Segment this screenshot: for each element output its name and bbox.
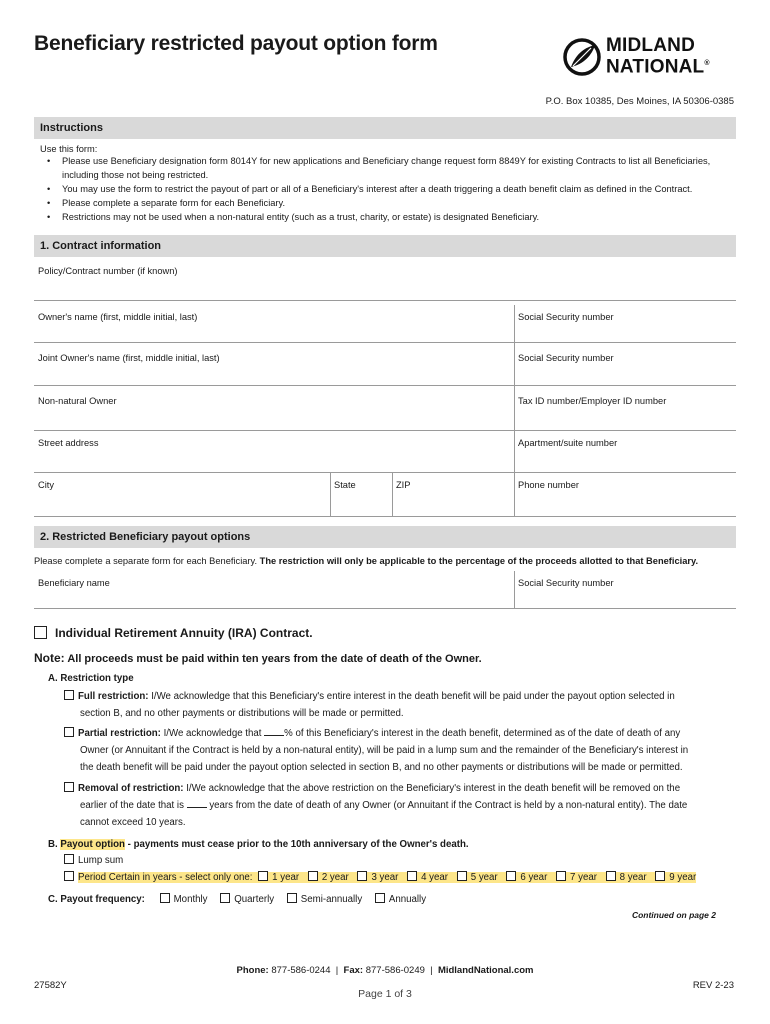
restriction-type-heading: A. Restriction type — [48, 673, 134, 684]
state-field[interactable] — [330, 473, 392, 517]
contact-footer — [0, 965, 770, 976]
instruction-item: • You may use the form to restrict the payout of part or all of a Beneficiary's interest after a death triggering a death benefit claim as defined in the Contract. — [40, 182, 730, 196]
period-certain-label: Period Certain in years - select only one: — [78, 872, 253, 883]
ira-label: Individual Retirement Annuity (IRA) Contract. — [55, 626, 313, 640]
monthly-checkbox[interactable] — [160, 893, 170, 903]
street-address-field[interactable] — [34, 431, 514, 473]
apartment-field[interactable] — [514, 431, 736, 473]
monthly-label: Monthly — [173, 894, 208, 905]
phone-field[interactable] — [514, 473, 736, 517]
page-number: Page 1 of 3 — [358, 988, 412, 1000]
joint-owner-name-label: Joint Owner's name (first, middle initial, last) — [38, 353, 220, 363]
column-divider — [330, 473, 331, 517]
semi-annually-checkbox[interactable] — [287, 893, 297, 903]
non-natural-owner-label: Non-natural Owner — [38, 396, 117, 406]
removal-restriction-text-cont-3: cannot exceed 10 years. — [80, 817, 186, 828]
beneficiary-name-field[interactable] — [34, 571, 514, 609]
form-title: Beneficiary restricted payout option form — [34, 32, 438, 55]
form-number: 27582Y — [34, 980, 67, 991]
period-certain-checkbox[interactable] — [64, 871, 74, 881]
beneficiary-ssn-label: Social Security number — [518, 578, 614, 588]
tax-id-label: Tax ID number/Employer ID number — [518, 396, 667, 406]
year-2-label: 2 year — [321, 872, 349, 883]
separator: | — [424, 965, 438, 976]
website-link[interactable]: MidlandNational.com — [437, 965, 534, 976]
column-divider — [514, 305, 515, 517]
percentage-blank[interactable] — [264, 727, 284, 736]
full-restriction-option — [64, 688, 736, 722]
year-5-label: 5 year — [470, 872, 498, 883]
year-6-checkbox[interactable] — [506, 871, 516, 881]
continued-note: Continued on page 2 — [631, 910, 716, 920]
partial-restriction-text-cont: Owner (or Annuitant if the Contract is held by a non-natural entity), will be paid in a lump sum and the remainder of the Beneficiary's interest in — [80, 745, 689, 756]
section-2-intro-bold: The restriction will only be applicable to the percentage of the proceeds allotted to that Beneficiary. — [259, 556, 699, 566]
partial-restriction-text: I/We acknowledge that — [160, 728, 265, 739]
city-label: City — [38, 480, 55, 490]
semi-annually-label: Semi-annually — [300, 894, 363, 905]
owner-ssn-field[interactable] — [514, 305, 736, 343]
full-restriction-text: I/We acknowledge that this Beneficiary's entire interest in the death benefit will be paid under the payout option selected in — [148, 691, 675, 702]
instruction-item: • Please use Beneficiary designation form 8014Y for new applications and Beneficiary change request form 8849Y for existing Contracts to list all Beneficiaries, including those not being restricted. — [40, 154, 730, 182]
state-label: State — [334, 480, 356, 490]
year-9-checkbox[interactable] — [655, 871, 665, 881]
full-restriction-label: Full restriction: — [78, 691, 149, 702]
year-9-label: 9 year — [669, 872, 697, 883]
partial-restriction-label: Partial restriction: — [78, 728, 161, 739]
year-3-checkbox[interactable] — [357, 871, 367, 881]
year-1-label: 1 year — [272, 872, 300, 883]
section-2-heading: 2. Restricted Beneficiary payout options — [34, 526, 736, 548]
removal-restriction-text-cont: earlier of the date that is — [80, 800, 187, 811]
year-8-checkbox[interactable] — [606, 871, 616, 881]
zip-label: ZIP — [396, 480, 411, 490]
instruction-item: • Please complete a separate form for each Beneficiary. — [40, 196, 730, 210]
year-1-checkbox[interactable] — [258, 871, 268, 881]
year-4-checkbox[interactable] — [407, 871, 417, 881]
partial-restriction-text-cont: the death benefit will be paid under the payout option selected in section B, and no other payments or distributions will be made or permitted. — [80, 762, 683, 773]
policy-number-label: Policy/Contract number (if known) — [38, 266, 178, 276]
phone-label: Phone: — [236, 965, 269, 976]
joint-owner-ssn-field[interactable] — [514, 346, 736, 386]
removal-restriction-checkbox[interactable] — [64, 782, 74, 792]
column-divider — [392, 473, 393, 517]
mailing-address: P.O. Box 10385, Des Moines, IA 50306-0385 — [545, 96, 734, 107]
section-2-intro — [34, 554, 736, 568]
year-7-checkbox[interactable] — [556, 871, 566, 881]
street-address-label: Street address — [38, 438, 99, 448]
note-text: All proceeds must be paid within ten years from the date of death of the Owner. — [64, 653, 482, 665]
year-8-label: 8 year — [619, 872, 647, 883]
removal-restriction-text: I/We acknowledge that the above restriction on the Beneficiary's interest in the death benefit will be removed on the — [183, 783, 681, 794]
year-3-label: 3 year — [371, 872, 399, 883]
payout-option-label: Payout option — [60, 839, 125, 850]
quarterly-checkbox[interactable] — [220, 893, 230, 903]
removal-restriction-option — [64, 780, 736, 831]
leaf-emblem-icon — [562, 37, 602, 77]
lump-sum-checkbox[interactable] — [64, 854, 74, 864]
owner-name-label: Owner's name (first, middle initial, last) — [38, 312, 198, 322]
period-certain-option — [64, 869, 696, 886]
logo-line-2: NATIONAL — [606, 56, 705, 78]
column-divider — [514, 571, 515, 609]
quarterly-label: Quarterly — [234, 894, 275, 905]
tax-id-field[interactable] — [514, 389, 736, 431]
lump-sum-label: Lump sum — [78, 855, 124, 866]
revision-date: REV 2-23 — [692, 980, 734, 991]
logo-line-1: MIDLAND — [606, 35, 695, 57]
beneficiary-ssn-field[interactable] — [514, 571, 736, 609]
owner-name-field[interactable] — [34, 305, 514, 343]
zip-field[interactable] — [392, 473, 514, 517]
note — [34, 651, 482, 665]
period-certain-highlight — [78, 872, 696, 883]
year-2-checkbox[interactable] — [308, 871, 318, 881]
instruction-item: • Restrictions may not be used when a non-natural entity (such as a trust, charity, or estate) is designated Beneficiary. — [40, 210, 730, 224]
partial-restriction-option — [64, 725, 736, 776]
years-blank[interactable] — [187, 799, 207, 808]
ira-option — [34, 626, 313, 640]
instructions-heading: Instructions — [34, 117, 736, 139]
full-restriction-text-cont: section B, and no other payments or distributions will be made or permitted. — [80, 708, 404, 719]
payout-option-text: - payments must cease prior to the 10th anniversary of the Owner's death. — [124, 839, 469, 850]
midland-national-logo — [562, 34, 742, 80]
year-6-label: 6 year — [520, 872, 548, 883]
apartment-label: Apartment/suite number — [518, 438, 618, 448]
policy-number-field[interactable] — [34, 259, 736, 301]
phone-label: Phone number — [518, 480, 579, 490]
joint-owner-name-field[interactable] — [34, 346, 514, 386]
joint-owner-ssn-label: Social Security number — [518, 353, 614, 363]
separator: | — [330, 965, 344, 976]
note-heading: Note: — [34, 651, 65, 665]
year-4-label: 4 year — [421, 872, 449, 883]
partial-restriction-checkbox[interactable] — [64, 727, 74, 737]
city-field[interactable] — [34, 473, 330, 517]
registered-mark: ® — [704, 60, 710, 68]
non-natural-owner-field[interactable] — [34, 389, 514, 431]
lump-sum-option — [64, 852, 123, 869]
annually-checkbox[interactable] — [375, 893, 385, 903]
partial-restriction-text-2: % of this Beneficiary's interest in the death benefit, determined as of the date of death of any — [284, 728, 681, 739]
owner-ssn-label: Social Security number — [518, 312, 614, 322]
payout-option-heading — [48, 836, 469, 853]
phone-number: 877-586-0244 — [268, 965, 331, 976]
instructions-intro: Use this form: — [40, 144, 98, 154]
section-2-intro-text: Please complete a separate form for each Beneficiary. — [34, 556, 260, 566]
payout-frequency-row — [48, 891, 436, 908]
removal-restriction-label: Removal of restriction: — [78, 783, 184, 794]
year-7-label: 7 year — [570, 872, 597, 883]
instructions-list — [40, 154, 730, 224]
payout-frequency-label: C. Payout frequency: — [48, 894, 145, 905]
full-restriction-checkbox[interactable] — [64, 690, 74, 700]
ira-checkbox[interactable] — [34, 626, 47, 639]
section-1-heading: 1. Contract information — [34, 235, 736, 257]
year-5-checkbox[interactable] — [457, 871, 467, 881]
annually-label: Annually — [388, 894, 427, 905]
beneficiary-name-label: Beneficiary name — [38, 578, 110, 588]
removal-restriction-text-cont-2: years from the date of death of any Owner (or Annuitant if the Contract is held by a non-natural entity). The date — [206, 800, 688, 811]
fax-number: 877-586-0249 — [363, 965, 425, 976]
payout-prefix: B. — [48, 839, 61, 850]
fax-label: Fax: — [343, 965, 364, 976]
